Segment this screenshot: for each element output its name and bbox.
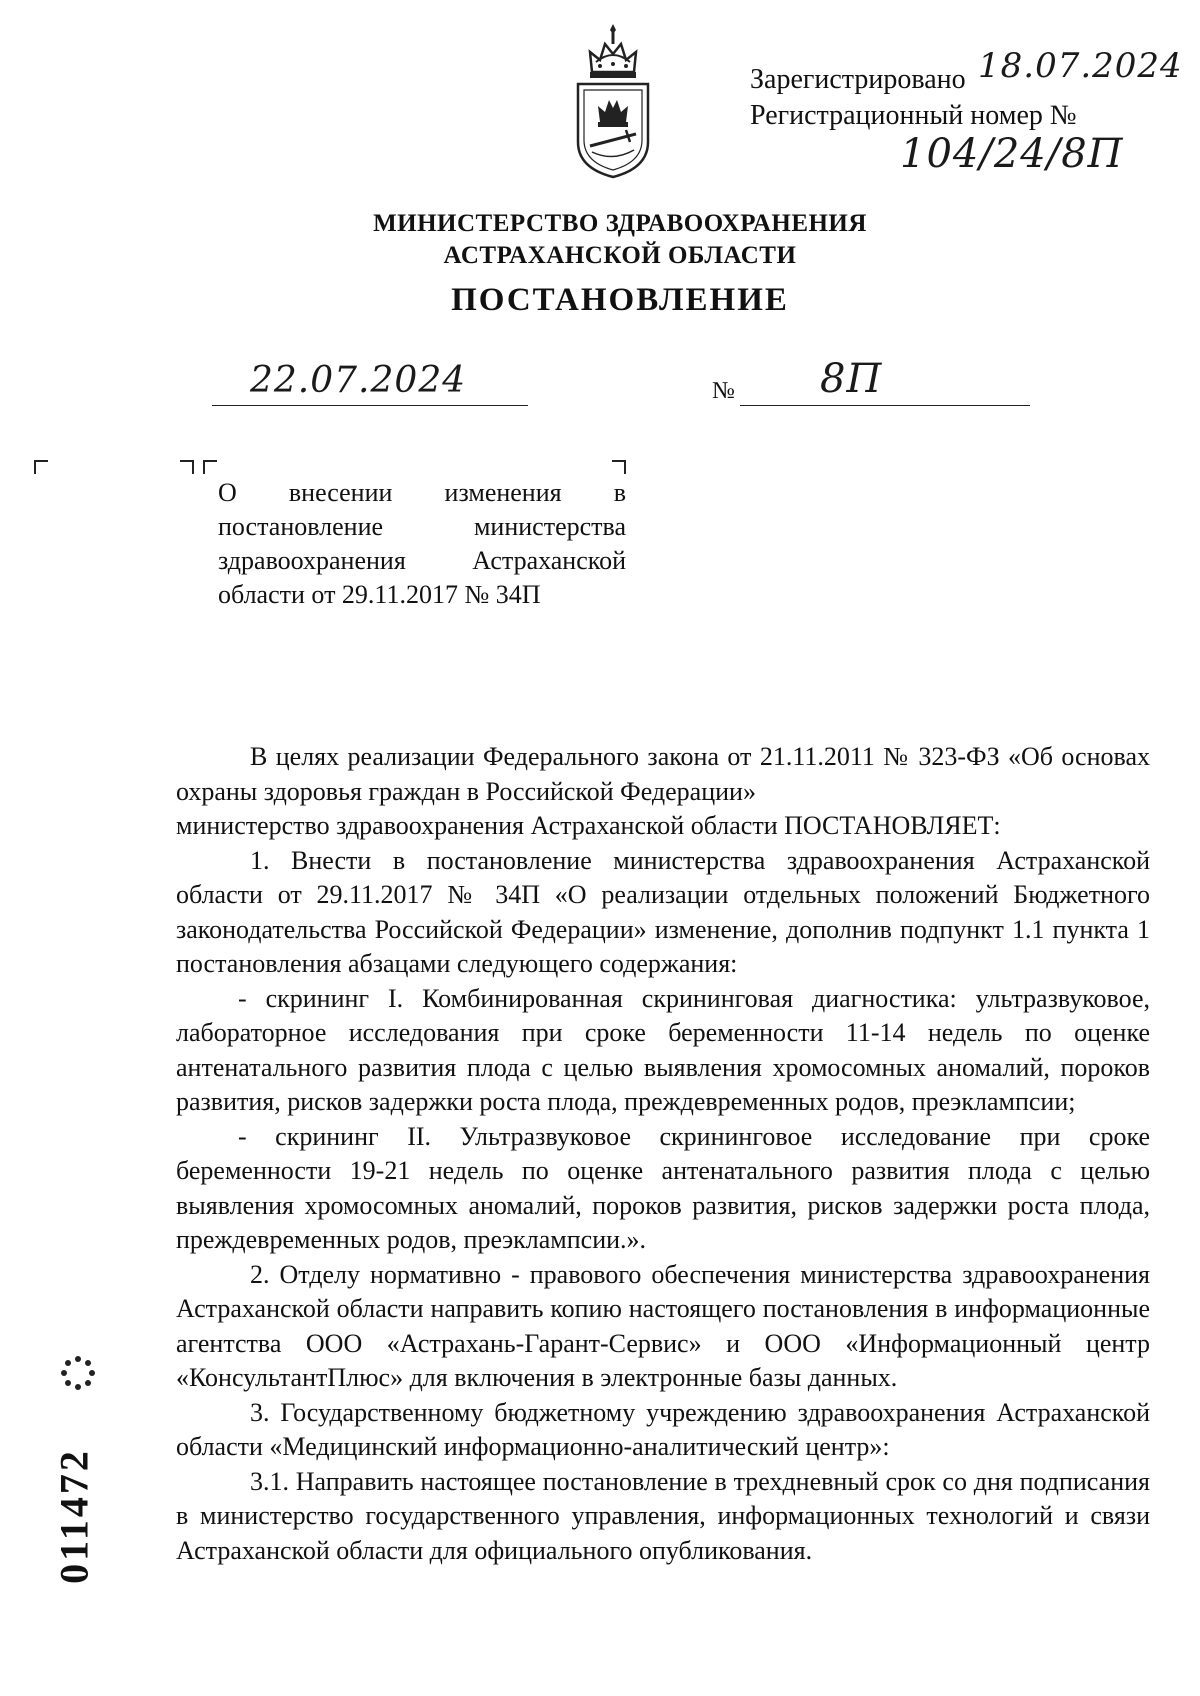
document-date: 22.07.2024 [250,360,467,401]
document-subject: О внесении изменения в постановление министерства здравоохранения Астраханской области от 29.11.2017 № 34П [218,478,626,609]
paragraph-resolves: министерство здравоохранения Астраханской области ПОСТАНОВЛЯЕТ: [176,811,1001,840]
paragraph-1-screening-1: - скрининг I. Комбинированная скрининговая диагностика: ультразвуковое, лабораторное исследования при сроке беременности 11-14 недель по оценке антенатального развития плода с целью выявления хромосомных аномалий, пороков развития, рисков задержки роста плода, преждевременных родов, преэклампсии; [176,983,1150,1116]
reg-number: 104/24/8П [900,131,1124,177]
number-underline [740,405,1030,406]
paragraph-3-1: 3.1. Направить настоящее постановление в трехдневный срок со дня подписания в министерство государственного управления, информационных технологий и связи Астраханской области для официального опубликования. [176,1466,1150,1565]
corner-mark [203,460,217,474]
registration-block [750,46,1183,177]
coat-of-arms-icon [570,22,656,180]
side-serial-number-text: 011472 [51,1448,97,1584]
paragraph-1: 1. Внести в постановление министерства здравоохранения Астраханской области от 29.11.2017 № 34П «О реализации отдельных положений Бюджетного законодательства Российской Федерации» изменение, дополнив подпункт 1.1 пункта 1 постановления абзацами следующего содержания: [176,845,1150,978]
reg-number-label: Регистрационный номер № [750,100,1077,131]
paragraph-3: 3. Государственному бюджетному учреждению здравоохранения Астраханской области «Медицинский информационно-аналитический центр»: [176,1397,1150,1461]
paragraph-1-screening-2: - скрининг II. Ультразвуковое скрининговое исследование при сроке беременности 19-21 недель по оценке антенатального развития плода с целью выявления хромосомных аномалий, пороков развития, рисков задержки роста плода, преждевременных родов, преэклампсии.». [176,1121,1150,1254]
document-type: ПОСТАНОВЛЕНИЕ [451,282,789,318]
corner-mark [34,460,48,474]
corner-mark [180,460,194,474]
corner-mark [612,460,626,474]
document-body [176,740,1150,1568]
paragraph-2: 2. Отделу нормативно - правового обеспечения министерства здравоохранения Астраханской области направить копию настоящего постановления в информационные агентства ООО «Астрахань-Гарант-Сервис» и ООО «Информационный центр «КонсультантПлюс» для включения в электронные базы данных. [176,1259,1150,1392]
document-number: 8П [820,356,883,402]
paragraph-intro: В целях реализации Федерального закона от 21.11.2011 № 323-ФЗ «Об основах охраны здоровья граждан в Российской Федерации» [176,742,1150,806]
registered-label: Зарегистрировано [750,64,966,95]
date-underline [212,405,528,406]
ministry-name-line2: АСТРАХАНСКОЙ ОБЛАСТИ [443,242,797,269]
registered-date: 18.07.2024 [978,46,1183,86]
ministry-name-line1: МИНИСТЕРСТВО ЗДРАВООХРАНЕНИЯ [373,210,867,237]
number-sign: № [712,378,735,404]
side-serial-number [44,1396,104,1636]
asterisk-mark-icon [58,1353,98,1393]
